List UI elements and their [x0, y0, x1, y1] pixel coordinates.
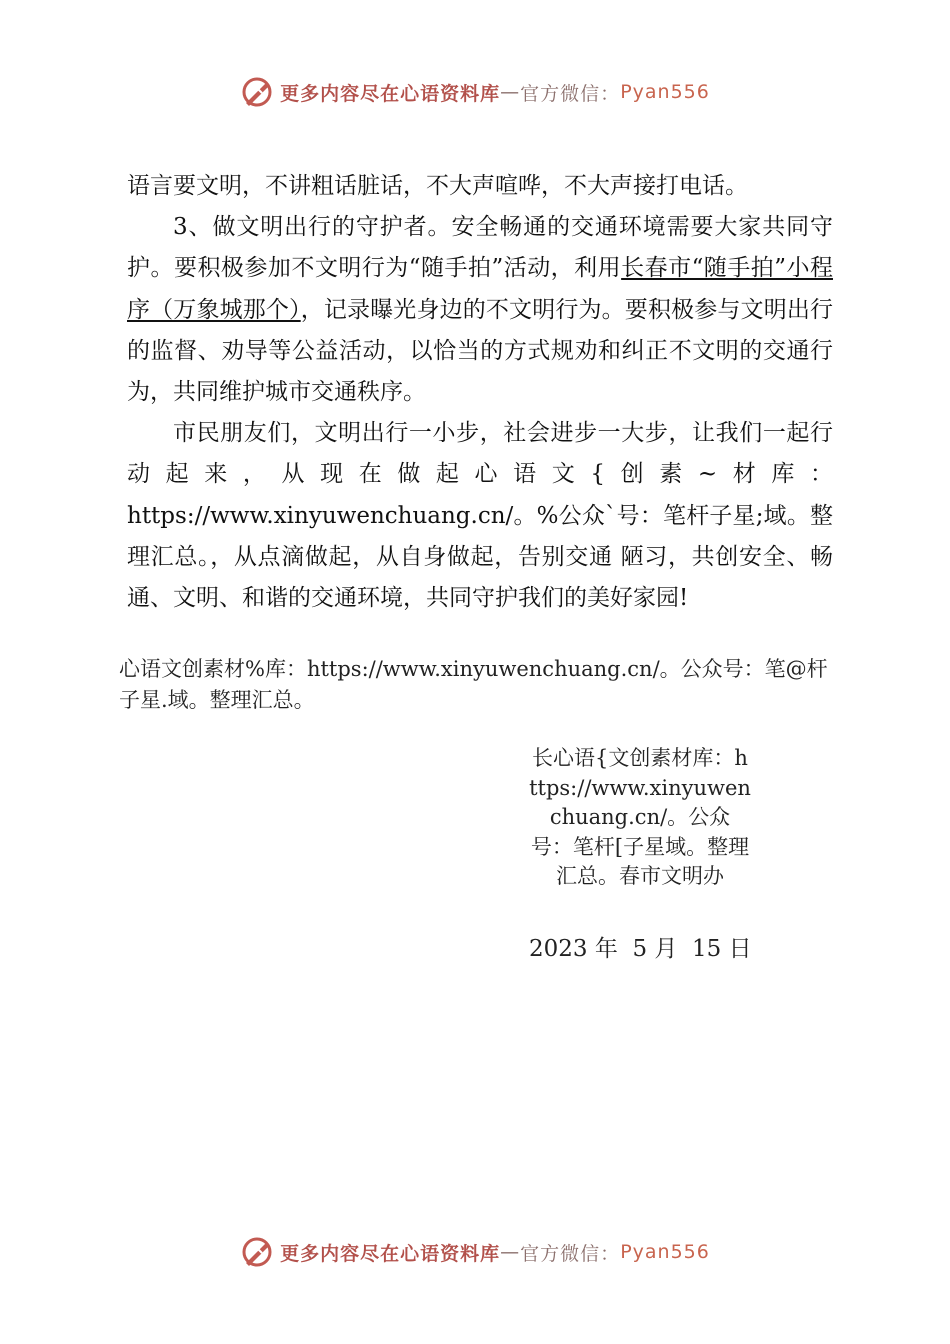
source-note: 心语文创素材%库：https://www.xinyuwenchuang.cn/。公众号：笔@杆子星.域。整理汇总。 — [119, 657, 828, 712]
paragraph-2 — [127, 207, 833, 413]
paragraph-2-start: 3、做文明出行的守护者。安全畅通的交通环境需要大家共同守护。要积极参加不文明行为“随手拍”活动，利用 — [127, 214, 833, 282]
banner-wechat-label: 官方微信： — [520, 1242, 621, 1265]
banner-title: 更多内容尽在心语资料库 — [280, 82, 501, 105]
paragraph-2-end: ，记录曝光身边的不文明行为。要积极参与文明出行的监督、劝导等公益活动，以恰当的方式规劝和纠正不文明的交通行为，共同维护城市交通秩序。 — [127, 296, 834, 406]
pen-logo-icon — [240, 75, 274, 109]
paragraph-3: 市民朋友们，文明出行一小步，社会进步一大步，让我们一起行动起来，从现在做起心语文{创素~材库：https://www.xinyuwenchuang.cn/。%公众`号：笔杆子星;域。整理汇总。，从点滴做起，从自身做起，告别交通 陋习，共创安全、畅通、文明、和谐的交通环境，共同守护我们的美好家园! — [127, 420, 833, 612]
banner-wechat-id: Pyan556 — [620, 81, 710, 103]
mini-program-link[interactable]: 长春市“随手拍”小程序（万象城那个） — [127, 255, 833, 323]
banner-dash: — — [500, 81, 521, 103]
pen-logo-icon — [240, 1235, 274, 1269]
paragraph-1: 语言要文明，不讲粗话脏话，不大声喧哗，不大声接打电话。 — [127, 173, 748, 199]
signature-block: 长心语{文创素材库：https://www.xinyuwenchuang.cn/。公众号：笔杆[子星域。整理汇总。春市文明办 — [529, 746, 751, 888]
signature-date: 2023 年 5 月 15 日 — [529, 936, 752, 962]
banner-dash: — — [500, 1241, 521, 1263]
banner-wechat-label: 官方微信： — [520, 82, 621, 105]
banner-wechat-id: Pyan556 — [620, 1241, 710, 1263]
footer-banner — [0, 1232, 950, 1272]
banner-title: 更多内容尽在心语资料库 — [280, 1242, 501, 1265]
body-text — [127, 166, 833, 619]
header-banner — [0, 72, 950, 112]
